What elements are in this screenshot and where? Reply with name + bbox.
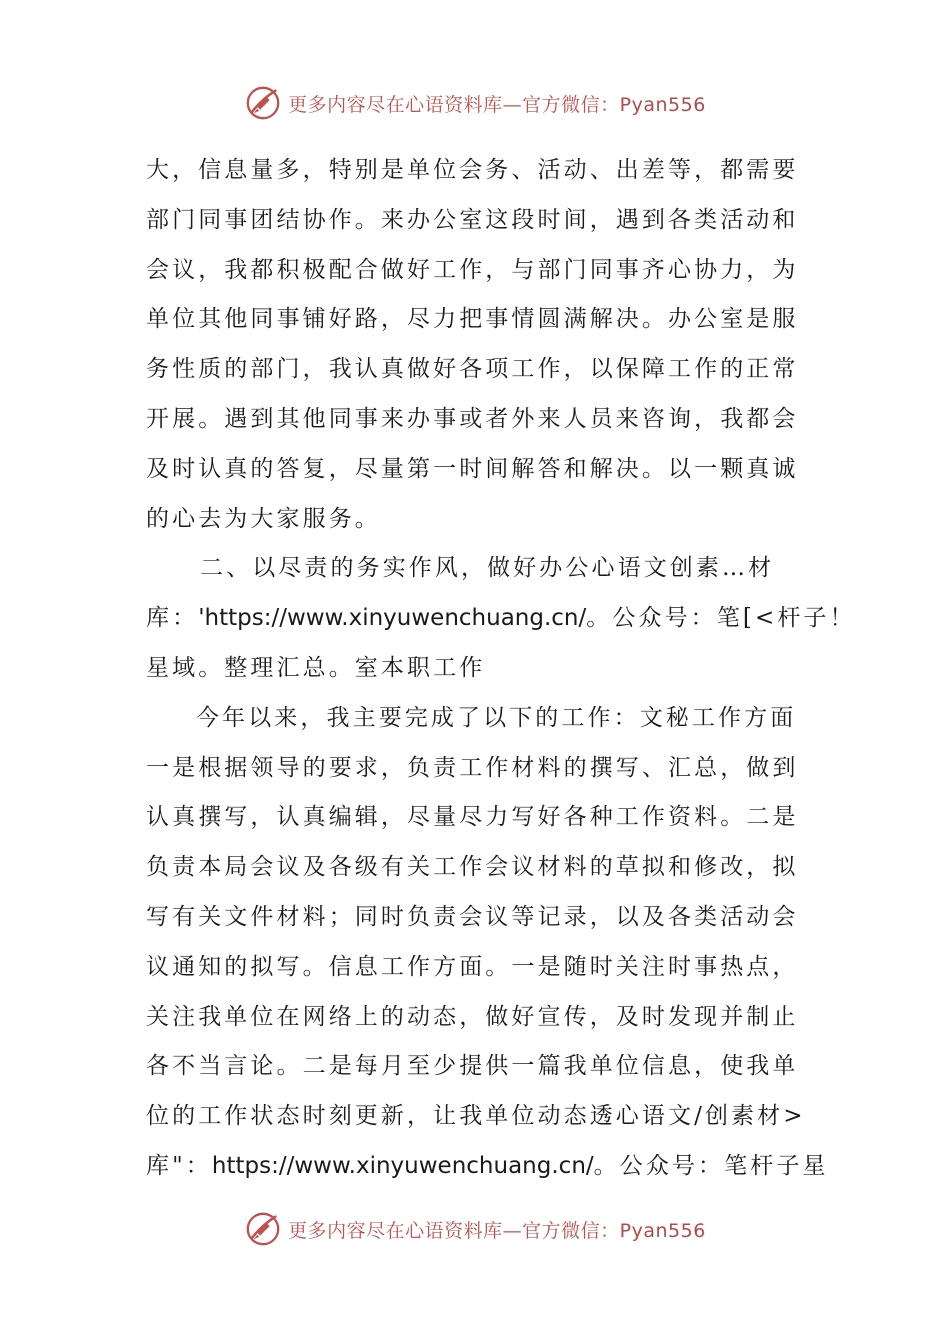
body-line: 务性质的部门，我认真做好各项工作，以保障工作的正常 bbox=[146, 356, 799, 383]
header-text: 更多内容尽在心语资料库—官方微信： bbox=[288, 93, 620, 116]
footer-banner bbox=[0, 1206, 950, 1252]
header-banner-label bbox=[288, 90, 706, 117]
body-line: 及时认真的答复，尽量第一时间解答和解决。以一颗真诚 bbox=[146, 455, 799, 482]
body-line: 写有关文件材料；同时负责会议等记录，以及各类活动会 bbox=[146, 903, 799, 930]
body-line: 开展。遇到其他同事来办事或者外来人员来咨询，我都会 bbox=[146, 405, 799, 432]
body-line: 负责本局会议及各级有关工作会议材料的草拟和修改，拟 bbox=[146, 854, 799, 881]
section-heading-line: 二、以尽责的务实作风，做好办公心语文创素…材 bbox=[200, 555, 775, 582]
body-line: 会议，我都积极配合做好工作，与部门同事齐心协力，为 bbox=[146, 256, 799, 283]
header-banner bbox=[0, 80, 950, 126]
body-line: 的心去为大家服务。 bbox=[146, 505, 381, 532]
body-line: 大，信息量多，特别是单位会务、活动、出差等，都需要 bbox=[146, 157, 799, 183]
body-line-watermark-url: 库：'https://www.xinyuwenchuang.cn/。公众号：笔[<杆子！ bbox=[146, 605, 856, 632]
header-contact: Pyan556 bbox=[619, 93, 706, 116]
pen-logo-icon bbox=[244, 84, 282, 122]
body-line: 各不当言论。二是每月至少提供一篇我单位信息，使我单 bbox=[146, 1053, 799, 1080]
footer-banner-label bbox=[288, 1216, 706, 1243]
body-line: 星域。整理汇总。室本职工作 bbox=[146, 654, 486, 681]
pen-logo-icon bbox=[244, 1210, 282, 1248]
body-line: 认真撰写，认真编辑，尽量尽力写好各种工作资料。二是 bbox=[146, 804, 799, 831]
document-body bbox=[146, 146, 856, 1192]
body-line-watermark-url: 库"：https://www.xinyuwenchuang.cn/。公众号：笔杆子星 bbox=[146, 1152, 829, 1179]
header-banner-inner bbox=[244, 84, 706, 122]
footer-contact: Pyan556 bbox=[619, 1219, 706, 1242]
body-line: 部门同事团结协作。来办公室这段时间，遇到各类活动和 bbox=[146, 206, 799, 233]
footer-banner-inner bbox=[244, 1210, 706, 1248]
body-line: 位的工作状态时刻更新，让我单位动态透心语文/创素材> bbox=[146, 1103, 806, 1130]
body-line: 一是根据领导的要求，负责工作材料的撰写、汇总，做到 bbox=[146, 754, 799, 781]
footer-text: 更多内容尽在心语资料库—官方微信： bbox=[288, 1219, 620, 1242]
body-line: 议通知的拟写。信息工作方面。一是随时关注时事热点， bbox=[146, 953, 799, 980]
body-line: 关注我单位在网络上的动态，做好宣传，及时发现并制止 bbox=[146, 1003, 799, 1030]
body-line: 单位其他同事铺好路，尽力把事情圆满解决。办公室是服 bbox=[146, 306, 799, 333]
paragraph-start-line: 今年以来，我主要完成了以下的工作：文秘工作方面 bbox=[196, 704, 797, 731]
